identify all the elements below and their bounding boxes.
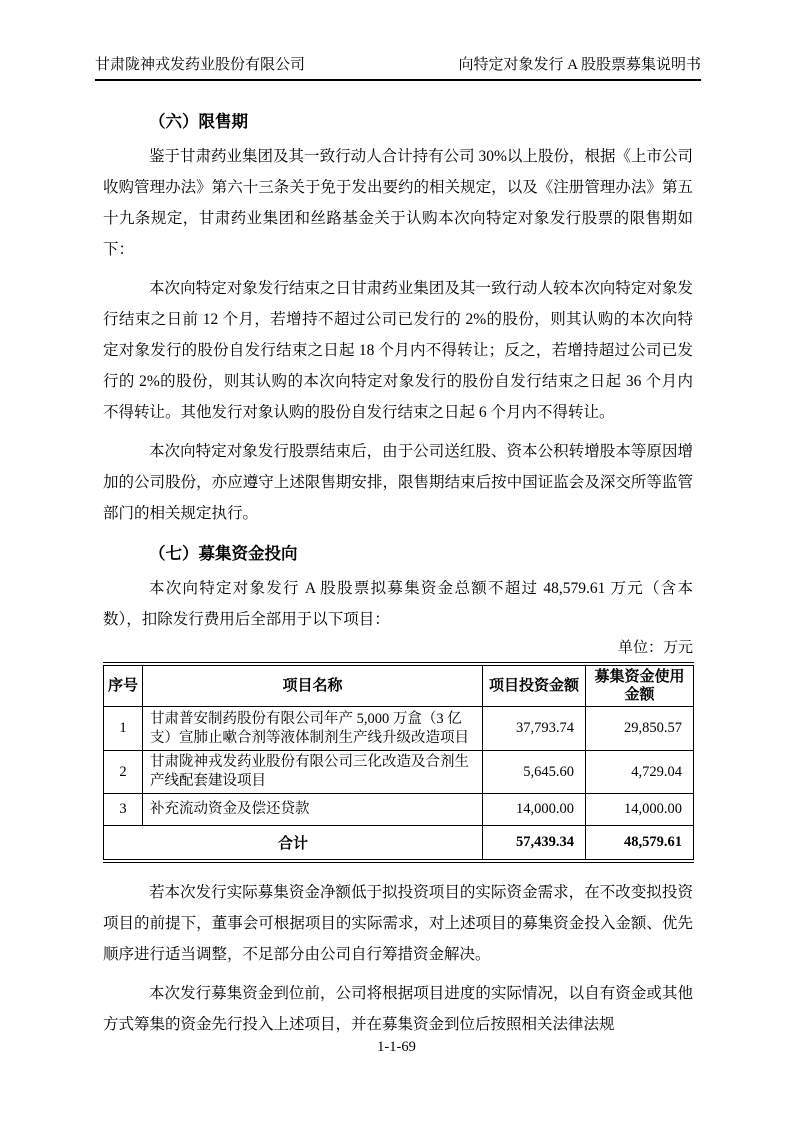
table-total-row [104,826,694,862]
row-1-raise-amount: 29,850.57 [586,707,694,751]
row-2-raise-amount: 4,729.04 [586,751,694,794]
section-6-paragraph-2: 本次向特定对象发行结束之日甘肃药业集团及其一致行动人较本次向特定对象发行结束之日前 12 个月，若增持不超过公司已发行的 2%的股份，则其认购的本次向特定对象发行的股份自发行结束之日起 18 个月内不得转让；反之，若增持超过公司已发行的 2%的股份，则其认购的本次向特定对象发行的股份自发行结束之日起 36 个月内不得转让。其他发行对象认购的股份自发行结束之日起 6 个月内不得转让。 [103,280,693,421]
row-1-no: 1 [104,707,143,751]
after-table-paragraph-2: 本次发行募集资金到位前，公司将根据项目进度的实际情况，以自有资金或其他方式筹集的资金先行投入上述项目，并在募集资金到位后按照相关法律法规 [103,985,693,1033]
row-1-project-name: 甘肃普安制药股份有限公司年产 5,000 万盒（3 亿支）宣肺止嗽合剂等液体制剂生产线升级改造项目 [143,707,483,751]
table-row [104,794,694,826]
col-header-raise-amount-label: 募集资金使用金额 [594,668,685,703]
row-3-project-name: 补充流动资金及偿还贷款 [143,794,483,826]
row-3-invest-amount: 14,000.00 [483,794,586,826]
page-header [95,55,701,81]
section-6-paragraph-1: 鉴于甘肃药业集团及其一致行动人合计持有公司 30%以上股份，根据《上市公司收购管理办法》第六十三条关于免于发出要约的相关规定，以及《注册管理办法》第五十九条规定，甘肃药业集团和丝路基金关于认购本次向特定对象发行股票的限售期如下： [103,148,693,258]
total-invest-amount: 57,439.34 [483,826,586,862]
page-number: 1-1-69 [377,1039,416,1055]
row-2-invest-amount: 5,645.60 [483,751,586,794]
row-1-invest-amount: 37,793.74 [483,707,586,751]
header-doc-title: 向特定对象发行 A 股股票募集说明书 [458,57,701,73]
table-header-row [104,664,694,707]
total-raise-amount: 48,579.61 [586,826,694,862]
section-7-paragraph-1: 本次向特定对象发行 A 股股票拟募集资金总额不超过 48,579.61 万元（含本数），扣除发行费用后全部用于以下项目： [103,580,693,628]
col-header-invest-amount: 项目投资金额 [483,664,586,707]
table-row [104,707,694,751]
section-6-heading: （六）限售期 [149,113,248,131]
row-3-raise-amount: 14,000.00 [586,794,694,826]
row-2-no: 2 [104,751,143,794]
after-table-paragraph-1: 若本次发行实际募集资金净额低于拟投资项目的实际资金需求，在不改变拟投资项目的前提下，董事会可根据项目的实际需求，对上述项目的募集资金投入金额、优先顺序进行适当调整，不足部分由公司自行筹措资金解决。 [103,884,693,963]
col-header-project-name: 项目名称 [143,664,483,707]
fund-usage-table [103,662,694,863]
row-2-project-name: 甘肃陇神戎发药业股份有限公司三化改造及合剂生产线配套建设项目 [143,751,483,794]
header-company-name: 甘肃陇神戎发药业股份有限公司 [95,57,306,73]
table-unit-label: 单位：万元 [617,640,693,656]
row-3-no: 3 [104,794,143,826]
section-6-paragraph-3: 本次向特定对象发行股票结束后，由于公司送红股、资本公积转增股本等原因增加的公司股份，亦应遵守上述限售期安排，限售期结束后按中国证监会及深交所等监管部门的相关规定执行。 [103,443,693,522]
table-row [104,751,694,794]
section-7-heading: （七）募集资金投向 [149,545,298,563]
total-label: 合计 [104,826,483,862]
col-header-no: 序号 [104,664,143,707]
col-header-raise-amount [586,664,694,707]
